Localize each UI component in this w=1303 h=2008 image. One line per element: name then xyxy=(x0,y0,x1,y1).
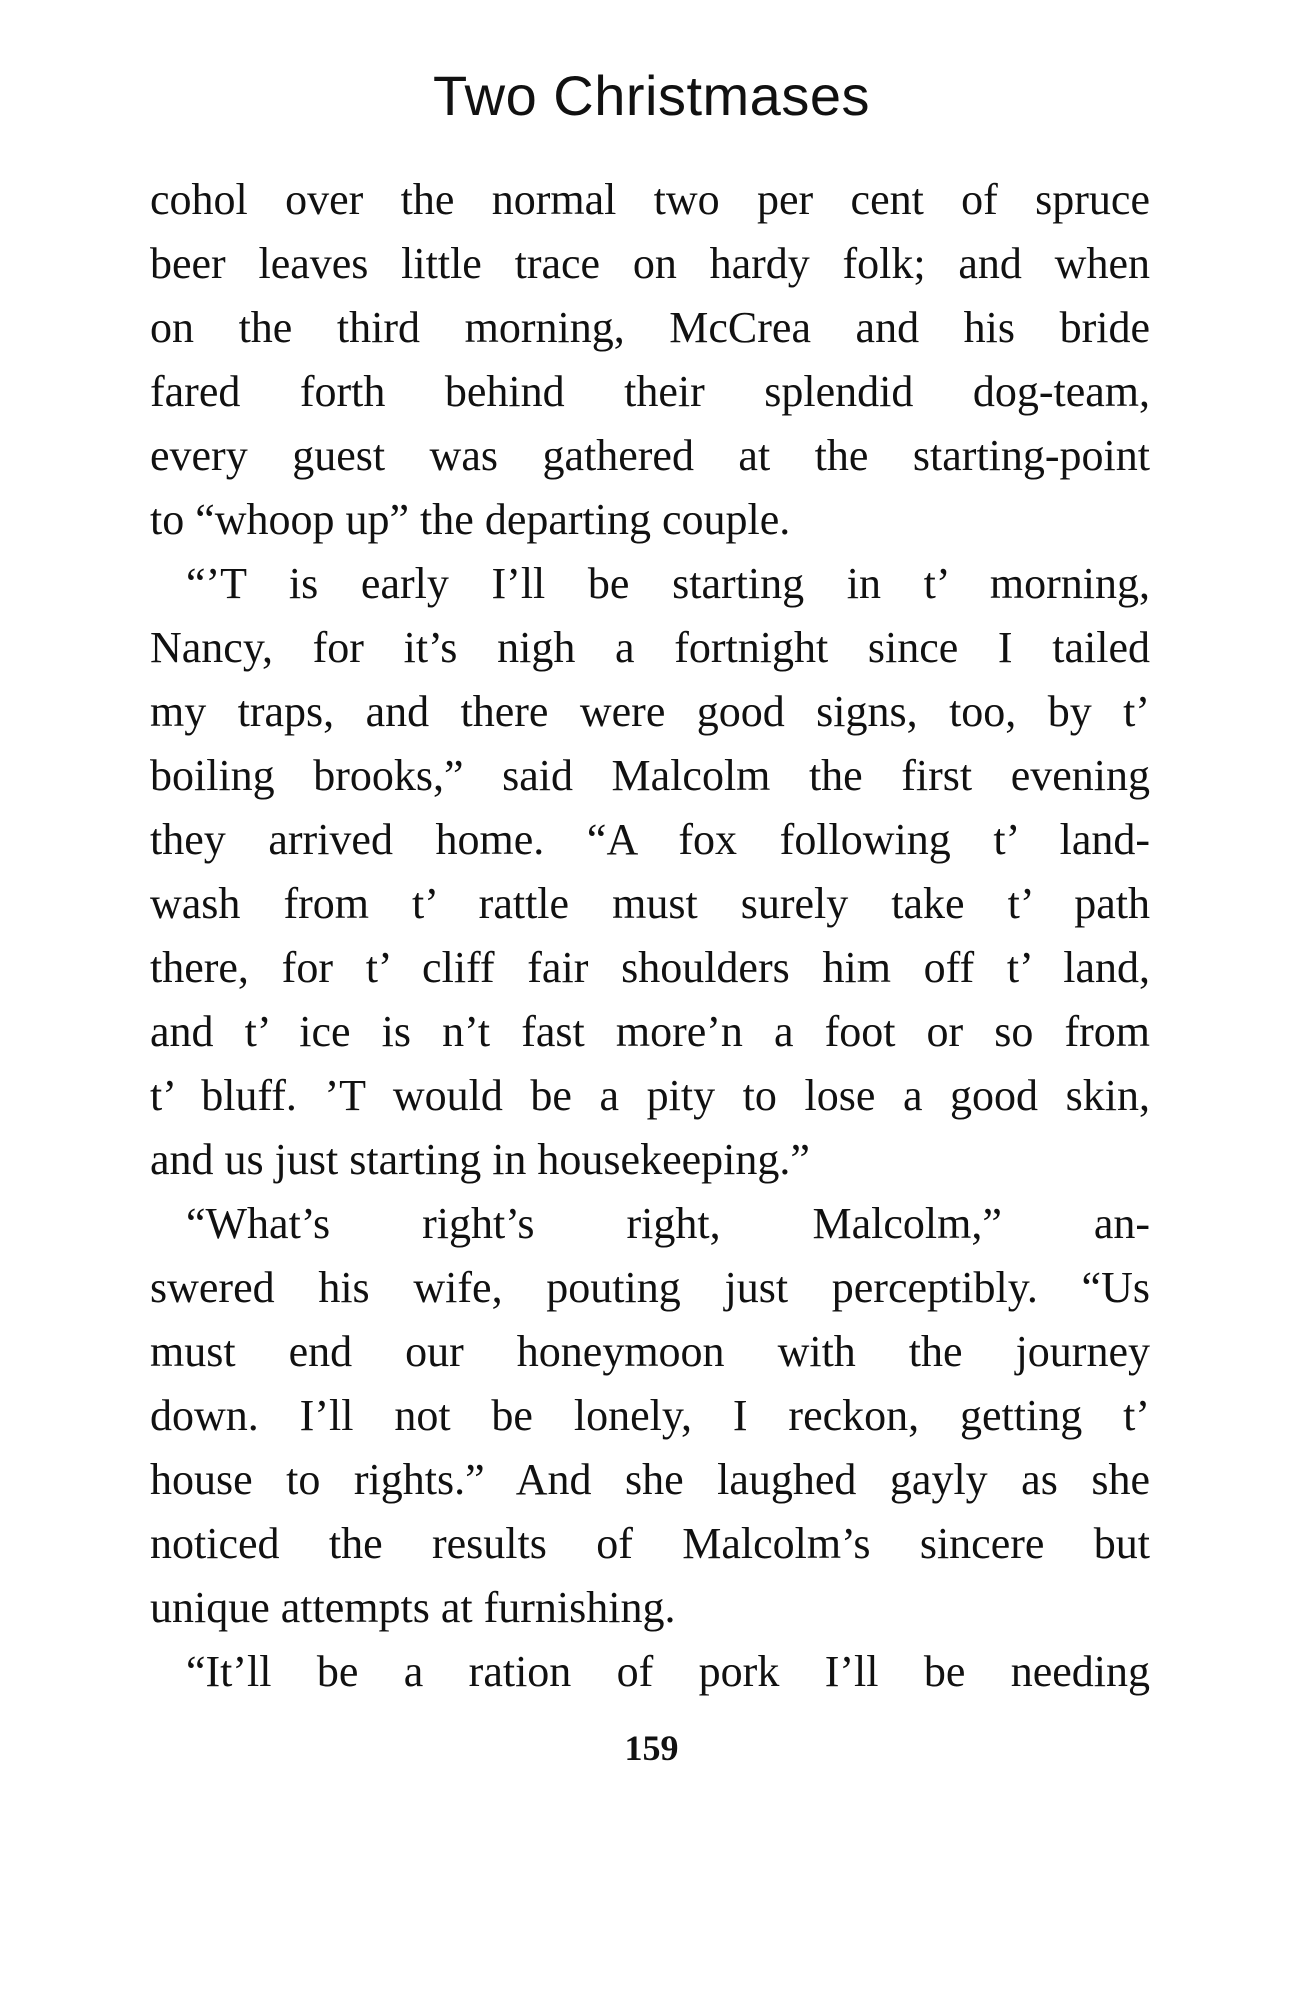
text-line: fared forth behind their splendid dog-team, xyxy=(150,367,1150,416)
text-line: my traps, and there were good signs, too, by t’ xyxy=(150,687,1150,736)
text-line: every guest was gathered at the starting-point xyxy=(150,431,1150,480)
text-line: must end our honeymoon with the journey xyxy=(150,1327,1150,1376)
body-text xyxy=(150,168,1150,1704)
text-line: t’ bluff. ’T would be a pity to lose a good skin, xyxy=(150,1071,1150,1120)
text-line: swered his wife, pouting just perceptibly. “Us xyxy=(150,1263,1150,1312)
text-line: unique attempts at furnishing. xyxy=(150,1583,676,1632)
text-line: beer leaves little trace on hardy folk; and when xyxy=(150,239,1150,288)
text-line: on the third morning, McCrea and his bride xyxy=(150,303,1150,352)
text-line: to “whoop up” the departing couple. xyxy=(150,495,791,544)
text-line: they arrived home. “A fox following t’ land- xyxy=(150,815,1150,864)
text-line: and t’ ice is n’t fast more’n a foot or so from xyxy=(150,1007,1150,1056)
text-line: there, for t’ cliff fair shoulders him off t’ land, xyxy=(150,943,1150,992)
text-line: house to rights.” And she laughed gayly as she xyxy=(150,1455,1150,1504)
running-head: Two Christmases xyxy=(433,64,870,127)
text-line: boiling brooks,” said Malcolm the first evening xyxy=(150,751,1150,800)
page-number: 159 xyxy=(624,1728,679,1768)
text-line: “What’s right’s right, Malcolm,” an- xyxy=(186,1199,1150,1248)
text-line: cohol over the normal two per cent of spruce xyxy=(150,175,1150,224)
text-line: wash from t’ rattle must surely take t’ path xyxy=(150,879,1150,928)
text-line: “’T is early I’ll be starting in t’ morning, xyxy=(186,559,1150,608)
text-line: noticed the results of Malcolm’s sincere but xyxy=(150,1519,1150,1568)
text-line: down. I’ll not be lonely, I reckon, getting t’ xyxy=(150,1391,1150,1440)
text-line: and us just starting in housekeeping.” xyxy=(150,1135,810,1184)
text-line: Nancy, for it’s nigh a fortnight since I tailed xyxy=(150,623,1150,672)
text-line: “It’ll be a ration of pork I’ll be needing xyxy=(186,1647,1150,1696)
